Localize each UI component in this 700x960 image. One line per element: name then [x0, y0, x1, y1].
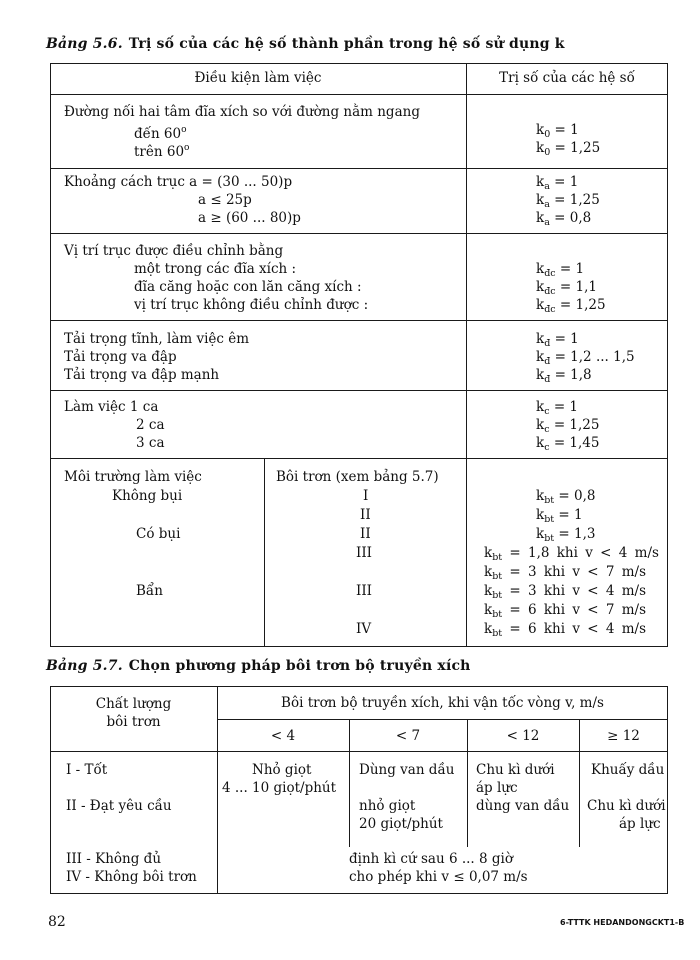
kbt-value-8: $k_{bt} = 6$ khi v < 4 m/s: [484, 621, 647, 639]
lt12-line1: Chu kì dưới: [476, 762, 555, 778]
merged-note-2: cho phép khi v ≤ 0,07 m/s: [349, 869, 528, 885]
g3-line1: Vị trí trục được điều chỉnh bằng: [64, 243, 284, 259]
kc-value-3: $k_c = 1,45$: [536, 435, 600, 453]
g2-line1: Khoảng cách trục a = (30 ... 50)p: [64, 174, 293, 190]
header-speed: Bôi trơn bộ truyền xích, khi vận tốc vòng v, m/s: [281, 695, 604, 711]
environment-label: Môi trường làm việc: [64, 469, 202, 485]
g5-line2: 2 ca: [136, 417, 165, 433]
kdc-value-2: $k_{đc} = 1,1$: [536, 279, 597, 297]
table-5-6-header-rule: [50, 94, 668, 95]
quality-insufficient: III - Không đủ: [66, 851, 162, 867]
k0-value-2: $k_0 = 1,25$: [536, 140, 601, 158]
env-dirty: Bẩn: [136, 583, 163, 599]
g2-line2: a ≤ 25p: [198, 192, 252, 208]
kd-value-2: $k_đ = 1,2$ ... 1,5: [536, 349, 635, 367]
table-5-7-number: Bảng 5.7.: [46, 658, 123, 674]
lt12-line2: áp lực: [476, 780, 518, 796]
kbt-value-3: $k_{bt} = 1,3$: [536, 526, 596, 544]
ge12-line1: Khuấy dầu: [591, 762, 665, 778]
lub-level-1: I: [363, 488, 369, 504]
kbt-value-1: $k_{bt} = 0,8$: [536, 488, 596, 506]
env-lub-divider: [264, 458, 265, 647]
g5-line3: 3 ca: [136, 435, 165, 451]
kd-value-3: $k_đ = 1,8$: [536, 367, 592, 385]
g1-line1: Đường nối hai tâm đĩa xích so với đường nằm ngang: [64, 104, 420, 120]
ge12-line3: áp lực: [619, 816, 661, 832]
kc-value-1: $k_c = 1$: [536, 399, 579, 417]
lub-level-3: II: [360, 526, 371, 542]
k0-value-1: $k_0 = 1$: [536, 122, 579, 140]
lt7-line2: nhỏ giọt: [359, 798, 416, 814]
lub-level-2: II: [360, 507, 371, 523]
quality-col-divider: [217, 686, 218, 894]
header-coefficient-values: Trị số của các hệ số: [499, 70, 635, 86]
table-5-6-col-divider: [466, 63, 467, 647]
header-working-conditions: Điều kiện làm việc: [194, 70, 322, 86]
lubrication-label: Bôi trơn (xem bảng 5.7): [276, 469, 439, 485]
row-rule: [50, 233, 668, 234]
lt4-line1: Nhỏ giọt: [252, 762, 312, 778]
speed-subheader-rule: [217, 719, 668, 720]
g1-line3: trên 60$^o$: [134, 143, 190, 160]
g3-line2: một trong các đĩa xích :: [134, 261, 297, 277]
header-quality-line2: bôi trơn: [106, 714, 161, 730]
lt4-line2: 4 ... 10 giọt/phút: [222, 780, 337, 796]
lt12-line3: dùng van dầu: [476, 798, 570, 814]
row-rule: [50, 168, 668, 169]
table-5-6-caption: [46, 36, 565, 52]
speed-lt-4: < 4: [270, 728, 296, 744]
ka-value-1: $k_a = 1$: [536, 174, 579, 192]
ka-value-2: $k_a = 1,25$: [536, 192, 600, 210]
table-5-6-number: Bảng 5.6.: [46, 36, 123, 52]
page-number: 82: [48, 914, 66, 930]
row-rule: [50, 390, 668, 391]
g1-line2: đến 60$^o$: [134, 125, 187, 142]
speed-lt-7: < 7: [395, 728, 421, 744]
lub-level-5: III: [356, 583, 372, 599]
row-rule: [50, 458, 668, 459]
table-5-7-title: Chọn phương pháp bôi trơn bộ truyền xích: [128, 658, 471, 674]
quality-good: I - Tốt: [66, 762, 108, 778]
lub-level-6: IV: [356, 621, 372, 637]
kbt-value-4: $k_{bt} = 1,8$ khi v < 4 m/s: [484, 545, 659, 563]
lt7-line3: 20 giọt/phút: [359, 816, 443, 832]
g4-line3: Tải trọng va đập mạnh: [64, 367, 220, 383]
g4-line1: Tải trọng tĩnh, làm việc êm: [64, 331, 250, 347]
env-no-dust: Không bụi: [112, 488, 183, 504]
kdc-value-3: $k_{đc} = 1,25$: [536, 297, 606, 315]
table-5-7-header-rule: [50, 751, 668, 752]
env-dusty: Có bụi: [136, 526, 181, 542]
kbt-value-5: $k_{bt} = 3$ khi v < 7 m/s: [484, 564, 647, 582]
print-code: 6-TTTK HEDANDONGCKT1-B: [560, 918, 685, 927]
g2-line3: a ≥ (60 ... 80)p: [198, 210, 301, 226]
kc-value-2: $k_c = 1,25$: [536, 417, 600, 435]
g3-line4: vị trí trục không điều chỉnh được :: [134, 297, 369, 313]
kbt-value-6: $k_{bt} = 3$ khi v < 4 m/s: [484, 583, 647, 601]
g3-line3: đĩa căng hoặc con lăn căng xích :: [134, 279, 362, 295]
ge12-line2: Chu kì dưới: [587, 798, 666, 814]
speed-ge-12: ≥ 12: [607, 728, 640, 744]
ka-value-3: $k_a = 0,8$: [536, 210, 592, 228]
g5-line1: Làm việc 1 ca: [64, 399, 159, 415]
kd-value-1: $k_đ = 1$: [536, 331, 579, 349]
lt7-line1: Dùng van dầu: [359, 762, 455, 778]
header-quality-line1: Chất lượng: [95, 696, 172, 712]
quality-acceptable: II - Đạt yêu cầu: [66, 798, 172, 814]
lub-level-4: III: [356, 545, 372, 561]
kdc-value-1: $k_{đc} = 1$: [536, 261, 585, 279]
kbt-value-7: $k_{bt} = 6$ khi v < 7 m/s: [484, 602, 647, 620]
row-rule: [50, 320, 668, 321]
quality-none: IV - Không bôi trơn: [66, 869, 197, 885]
table-5-6-title: Trị số của các hệ số thành phần trong hệ số sử dụng k: [128, 36, 565, 52]
table-5-7-caption: [46, 658, 471, 674]
speed-lt-12: < 12: [506, 728, 540, 744]
g4-line2: Tải trọng va đập: [64, 349, 177, 365]
merged-note-1: định kì cứ sau 6 ... 8 giờ: [349, 851, 513, 867]
kbt-value-2: $k_{bt} = 1$: [536, 507, 583, 525]
